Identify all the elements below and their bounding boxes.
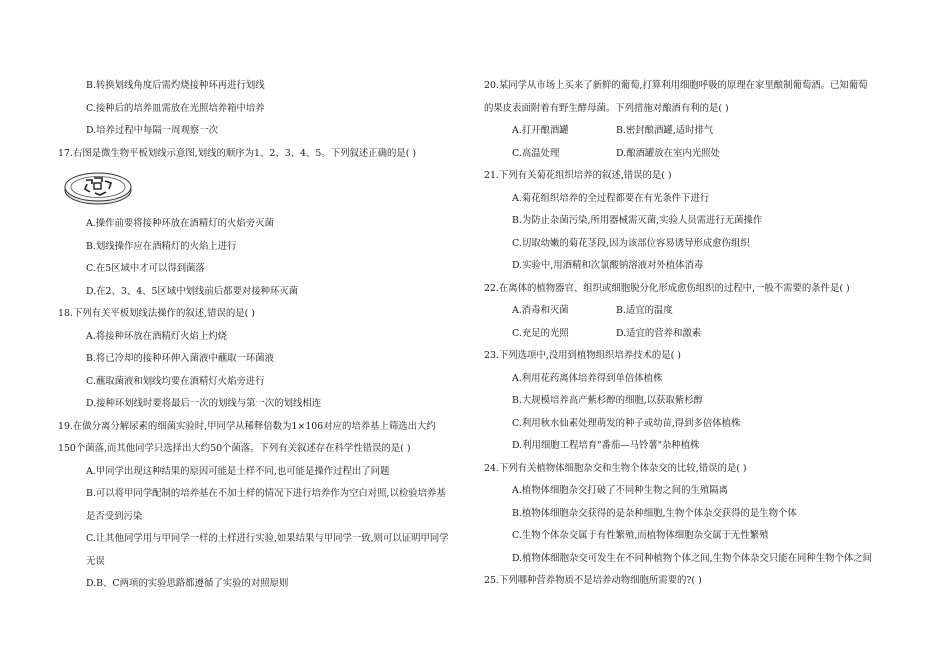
q18-option-d: D.接种环划线时要将最后一次的划线与第一次的划线相连 <box>86 398 322 409</box>
q23-stem: 23.下列选项中,没用到植物组织培养技术的是( ) <box>484 350 681 361</box>
q18-option-a: A.将接种环放在酒精灯火焰上灼烧 <box>86 330 228 342</box>
q20-options-row-2 <box>484 148 904 159</box>
q19-option-c-cont: 无误 <box>86 555 105 567</box>
q23-option-d: D.利用细胞工程培育"番茄—马铃薯"杂种植株 <box>512 440 700 451</box>
petri-dish-streak-icon <box>62 168 470 208</box>
q17-stem: 17.右图是微生物平板划线示意图,划线的顺序为1、2、3、4、5。下列叙述正确的是( ) <box>58 147 417 159</box>
q21-option-a: A.菊花组织培养的全过程都要在有光条件下进行 <box>512 192 710 204</box>
q17-option-d: D.在2、3、4、5区域中划线前后都要对接种环灭菌 <box>86 285 299 297</box>
q20-stem-line-2: 的果皮表面附着有野生酵母菌。下列措施对酿酒有利的是( ) <box>484 102 729 114</box>
q22-stem: 22.在离体的植物器官、组织或细胞脱分化形成愈伤组织的过程中,一般不需要的条件是( ) <box>484 282 850 294</box>
q20-stem-line-1: 20.某同学从市场上买来了新鲜的葡萄,打算利用细胞呼吸的原理在家里酿制葡萄酒。已知葡萄 <box>484 80 868 91</box>
q20-options-row-1 <box>484 125 904 136</box>
q18-stem: 18.下列有关平板划线法操作的叙述,错误的是( ) <box>58 308 255 319</box>
q16-option-c: C.接种后的培养皿需放在光照培养箱中培养 <box>86 102 265 114</box>
q18-option-c: C.蘸取菌液和划线均要在酒精灯火焰旁进行 <box>86 375 265 387</box>
q22-options-row-2 <box>484 328 904 339</box>
q21-stem: 21.下列有关菊花组织培养的叙述,错误的是( ) <box>484 170 672 181</box>
q21-option-c: C.切取幼嫩的菊花茎段,因为该部位容易诱导形成愈伤组织 <box>512 237 750 249</box>
left-column <box>58 80 470 601</box>
q21-option-b: B.为防止杂菌污染,所用器械需灭菌,实验人员需进行无菌操作 <box>512 215 763 226</box>
q19-option-b: B.可以将甲同学配制的培养基在不加土样的情况下进行培养作为空白对照,以检验培养基 <box>86 488 446 499</box>
q24-option-a: A.植物体细胞杂交打破了不同种生物之间的生殖隔离 <box>512 485 729 496</box>
q20-option-b: B.密封酿酒罐,适时排气 <box>616 125 714 136</box>
right-column <box>484 80 904 598</box>
q25-stem: 25.下列哪种营养物质不是培养动物细胞所需要的?( ) <box>484 575 702 586</box>
q19-option-a: A.甲同学出现这种结果的原因可能是土样不同,也可能是操作过程出了问题 <box>86 465 390 477</box>
q22-option-a: A.消毒和灭菌 <box>512 305 569 316</box>
q23-option-c: C.利用秋水仙素处理萌发的种子或幼苗,得到多倍体植株 <box>512 417 741 429</box>
q17-option-c: C.在5区域中才可以得到菌落 <box>86 263 205 274</box>
q24-option-b: B.植物体细胞杂交获得的是杂种细胞,生物个体杂交获得的是生物个体 <box>512 507 797 519</box>
q24-stem: 24.下列有关植物体细胞杂交和生物个体杂交的比较,错误的是( ) <box>484 462 747 474</box>
q18-option-b: B.将已冷却的接种环伸入菌液中蘸取一环菌液 <box>86 353 274 364</box>
q19-option-c: C.让其他同学用与甲同学一样的土样进行实验,如果结果与甲同学一致,则可以证明甲同学 <box>86 533 449 544</box>
q20-option-a: A.打开酿酒罐 <box>512 125 569 136</box>
q19-stem-line-1: 19.在做分离分解尿素的细菌实验时,甲同学从稀释倍数为1×106对应的培养基上筛选出大约 <box>58 420 436 432</box>
q20-option-d: D.酿酒罐放在室内光照处 <box>616 147 720 159</box>
q22-option-c: C.充足的光照 <box>512 327 569 339</box>
q23-option-b: B.大规模培养高产紫杉醇的细胞,以获取紫杉醇 <box>512 395 703 406</box>
q23-option-a: A.利用花药离体培养得到单倍体植株 <box>512 372 663 384</box>
q19-option-d: D.B、C两项的实验思路都遵循了实验的对照原则 <box>86 578 289 589</box>
q16-option-d: D.培养过程中每隔一周观察一次 <box>86 125 219 136</box>
q24-option-d: D.植物体细胞杂交可发生在不同种植物个体之间,生物个体杂交只能在同种生物个体之间 <box>512 552 873 564</box>
q19-option-b-cont: 是否受到污染 <box>86 510 143 522</box>
q21-option-d: D.实验中,用酒精和次氯酸钠溶液对外植体消毒 <box>512 260 704 271</box>
q17-option-a: A.操作前要将接种环放在酒精灯的火焰旁灭菌 <box>86 218 274 229</box>
q24-option-c: C.生物个体杂交属于有性繁殖,而植物体细胞杂交属于无性繁殖 <box>512 530 769 541</box>
q19-stem-line-2: 150个菌落,而其他同学只选择出大约50个菌落。下列有关叙述存在科学性错误的是( ) <box>58 443 411 454</box>
q16-option-b: B.转换划线角度后需灼烧接种环再进行划线 <box>86 80 265 91</box>
q20-option-c: C.高温处理 <box>512 147 560 159</box>
q17-option-b: B.划线操作应在酒精灯的火焰上进行 <box>86 240 237 252</box>
q22-option-b: B.适宜的温度 <box>616 305 673 316</box>
q22-option-d: D.适宜的营养和激素 <box>616 327 702 339</box>
q22-options-row-1 <box>484 305 904 316</box>
